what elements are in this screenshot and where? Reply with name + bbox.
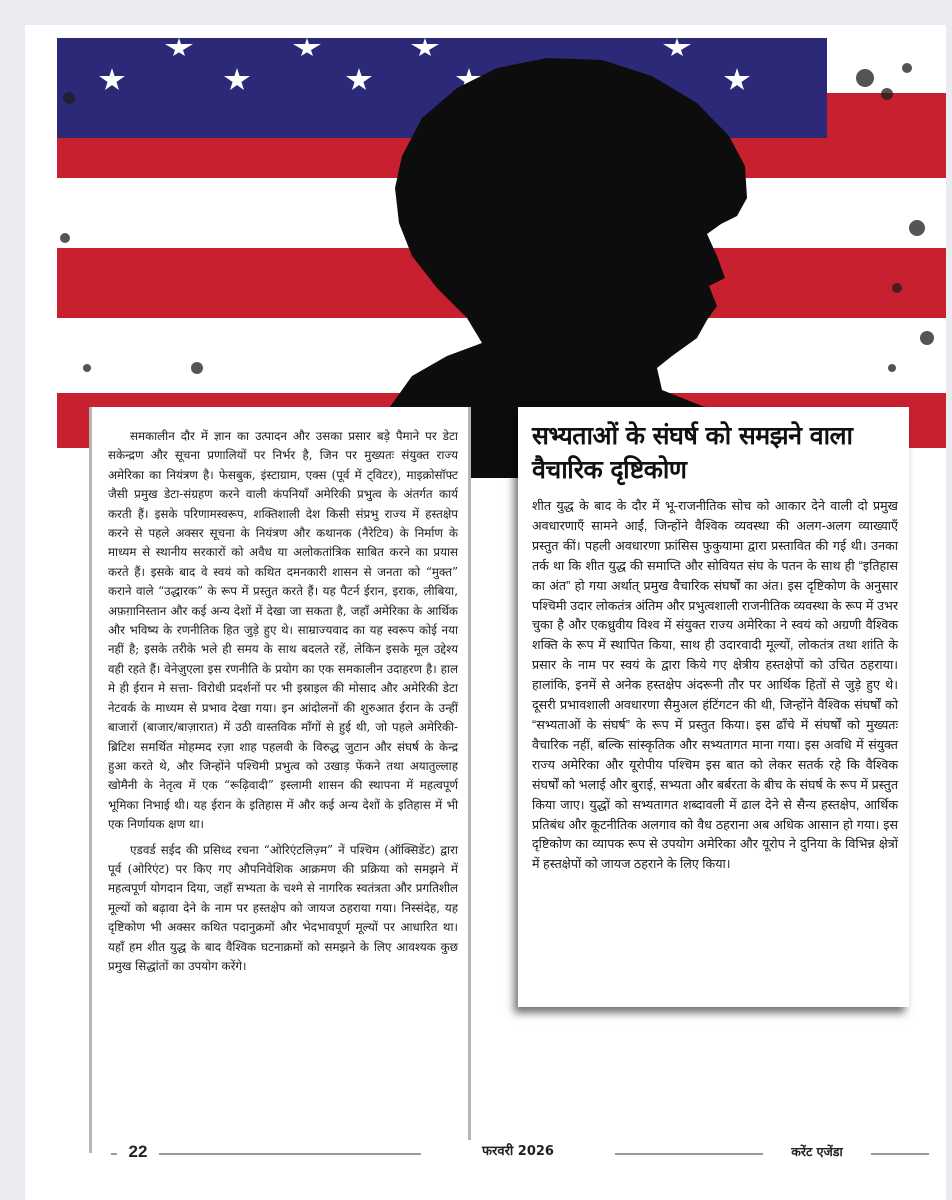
sidebar-body: शीत युद्ध के बाद के दौर में भू-राजनीतिक सोच को आकार देने वाली दो प्रमुख अवधारणाएँ सामने आईं, जिन्होंने वैश्विक व्यवस्था की अलग-अलग व्याख्याएँ प्रस्तुत कीं। पहली अवधारणा फ्रांसिस फुकुयामा द्वारा प्रस्तावित की गई थी। उनका तर्क था कि शीत युद्ध की समाप्ति और सोवियत संघ के पतन के साथ ही “इतिहास का अंत” हो गया अर्थात् प्रमुख वैचारिक संघर्षों का अंत। इस दृष्टिकोण के अनुसार पश्चिमी उदार लोकतंत्र अंतिम और प्रभुत्वशाली राजनीतिक व्यवस्था के रूप में उभर चुका है और एकध्रुवीय विश्व में संयुक्त राज्य अमेरिका ने स्वयं को अग्रणी वैश्विक शक्ति के रूप में स्थापित किया, साथ ही उदारवादी मूल्यों, लोकतंत्र तथा शांति के प्रसार के नाम पर स्वयं के द्वारा किये गए क्षेत्रीय हस्तक्षेपों को उचित ठहराया। हालांकि, इनमें से अनेक हस्तक्षेप अंदरूनी तौर पर आर्थिक हितों से जुड़े हुए थे। दूसरी प्रभावशाली अवधारणा सैमुअल हंटिंगटन की थी, जिन्होंने वैश्विक संघर्षों को “सभ्यताओं के संघर्ष” के रूप में प्रस्तुत किया। इस ढाँचे में संघर्षों को मुख्यतः वैचारिक नहीं, बल्कि सांस्कृतिक और सभ्यतागत माना गया। इस अवधि में संयुक्त राज्य अमेरिका और यूरोपीय पश्चिम इस बात को लेकर सतर्क रहे कि वैश्विक संघर्षों को भलाई और बुराई, सभ्यता और बर्बरता के बीच के संघर्ष के रूप में प्रस्तुत किया जाए। युद्धों को सभ्यतागत शब्दावली में ढाल देने से सैन्य हस्तक्षेप, आर्थिक प्रतिबंध और कूटनीतिक अलगाव को वैध ठहराना अब अधिक आसान हो गया। इस दृष्टिकोण का व्यापक रूप से उपयोग अमेरिका और यूरोप ने दुनिया के विभिन्न क्षेत्रों में हस्तक्षेपों को जायज ठहराने के लिए किया। xyxy=(532,499,898,872)
sidebar-title: सभ्यताओं के संघर्ष को समझने वाला वैचारिक दृष्टिकोण xyxy=(532,421,853,484)
article-paragraph-1: समकालीन दौर में ज्ञान का उत्पादन और उसका प्रसार बड़े पैमाने पर डेटा सकेन्द्रण और सूचना प्रणालियों पर निर्भर है, जिन पर मुख्यतः संयुक्त राज्य अमेरिका का नियंत्रण है। फेसबुक, इंस्टाग्राम, एक्स (पूर्व में ट्विटर), माइक्रोसॉफ्ट जैसी प्रमुख डेटा-संग्रहण करने वाली कंपनियाँ अमेरिकी प्रभुत्व के अंतर्गत कार्य करती हैं। इसके परिणामस्वरूप, शक्तिशाली देश किसी संप्रभु राज्य में हस्तक्षेप करने से पहले अक्सर सूचना के नियंत्रण और कथानक (नैरेटिव) के निर्माण के माध्यम से स्थानीय सरकारों को अवैध या अलोकतांत्रिक साबित करने का प्रयास करते हैं। इसके बाद वे स्वयं को कथित दमनकारी शासन से जनता को “मुक्त” कराने वाले “उद्धारक” के रूप में प्रस्तुत करते हैं। यह पैटर्न ईरान, इराक, लीबिया, अफ़ग़ानिस्तान और कई अन्य देशों में देखा जा सकता है, जहाँ अमेरिका के आर्थिक और भविष्य के रणनीतिक हित जुड़े हुए थे। साम्राज्यवाद का यह स्वरूप कोई नया नहीं है; इसके तरीके भले ही समय के साथ बदलते रहें, लेकिन इसके मूल उद्देश्य वही रहते हैं। वेनेज़ुएला इस रणनीति के प्रयोग का एक समकालीन उदाहरण है। हाल मे ही ईरान मे सत्ता- विरोधी प्रदर्शनों पर भी इस्राइल की मोसाद और अमेरिकी डेटा नेटवर्क के माध्यम से प्रभाव देखा गया। इन आंदोलनों की शुरुआत ईरान के उन्हीं बाजारों (बाजार/बाज़ारात) में उठी वास्तविक माँगों से हुई थी, जो पहले अमेरिकी-ब्रिटिश समर्थित मोहम्मद रज़ा शाह पहलवी के विरुद्ध जुटान और संघर्ष के केन्द्र हुआ करते थे, और जिन्होंने पश्चिमी प्रभुत्व को उखाड़ फेंकने तथा अयातुल्लाह खोमैनी के नेतृत्व में एक “रूढ़िवादी” इस्लामी शासन की स्थापना में महत्वपूर्ण भूमिका निभाई थी। यह ईरान के इतिहास में और कई अन्य देशों के इतिहास में भी एक निर्णायक क्षण था। xyxy=(108,429,458,832)
page-number: 22 xyxy=(117,1140,159,1164)
sidebar-box xyxy=(518,407,909,1007)
article-paragraph-2: एडवर्ड सईद की प्रसिध्द रचना “ओरिएंटलिज़्म” नें पश्चिम (ऑक्सिडेंट) द्वारा पूर्व (ओरिएंट) पर किए गए औपनिवेशिक आक्रमण की प्रक्रिया को समझने में महत्वपूर्ण योगदान दिया, जहाँ सभ्यता के चश्मे से नागरिक स्वतंत्रता और प्रगतिशील मूल्यों को बढ़ावा देने के नाम पर हस्तक्षेप को जायज ठहराया गया। निस्संदेह, यह दृष्टिकोण भी अक्सर कथित पदानुक्रमों और भेदभावपूर्ण मूल्यों पर आधारित था। यहाँ हम शीत युद्ध के बाद वैश्विक घटनाक्रमों को समझने के लिए आवश्यक कुछ प्रमुख सिद्धांतों का उपयोग करेंगे। xyxy=(108,842,458,973)
article-body xyxy=(89,407,471,1153)
issue-date: फरवरी 2026 xyxy=(421,1140,615,1164)
magazine-page xyxy=(25,25,946,1200)
page-footer xyxy=(111,1140,929,1166)
magazine-name: करेंट एजेंडा xyxy=(763,1140,871,1164)
